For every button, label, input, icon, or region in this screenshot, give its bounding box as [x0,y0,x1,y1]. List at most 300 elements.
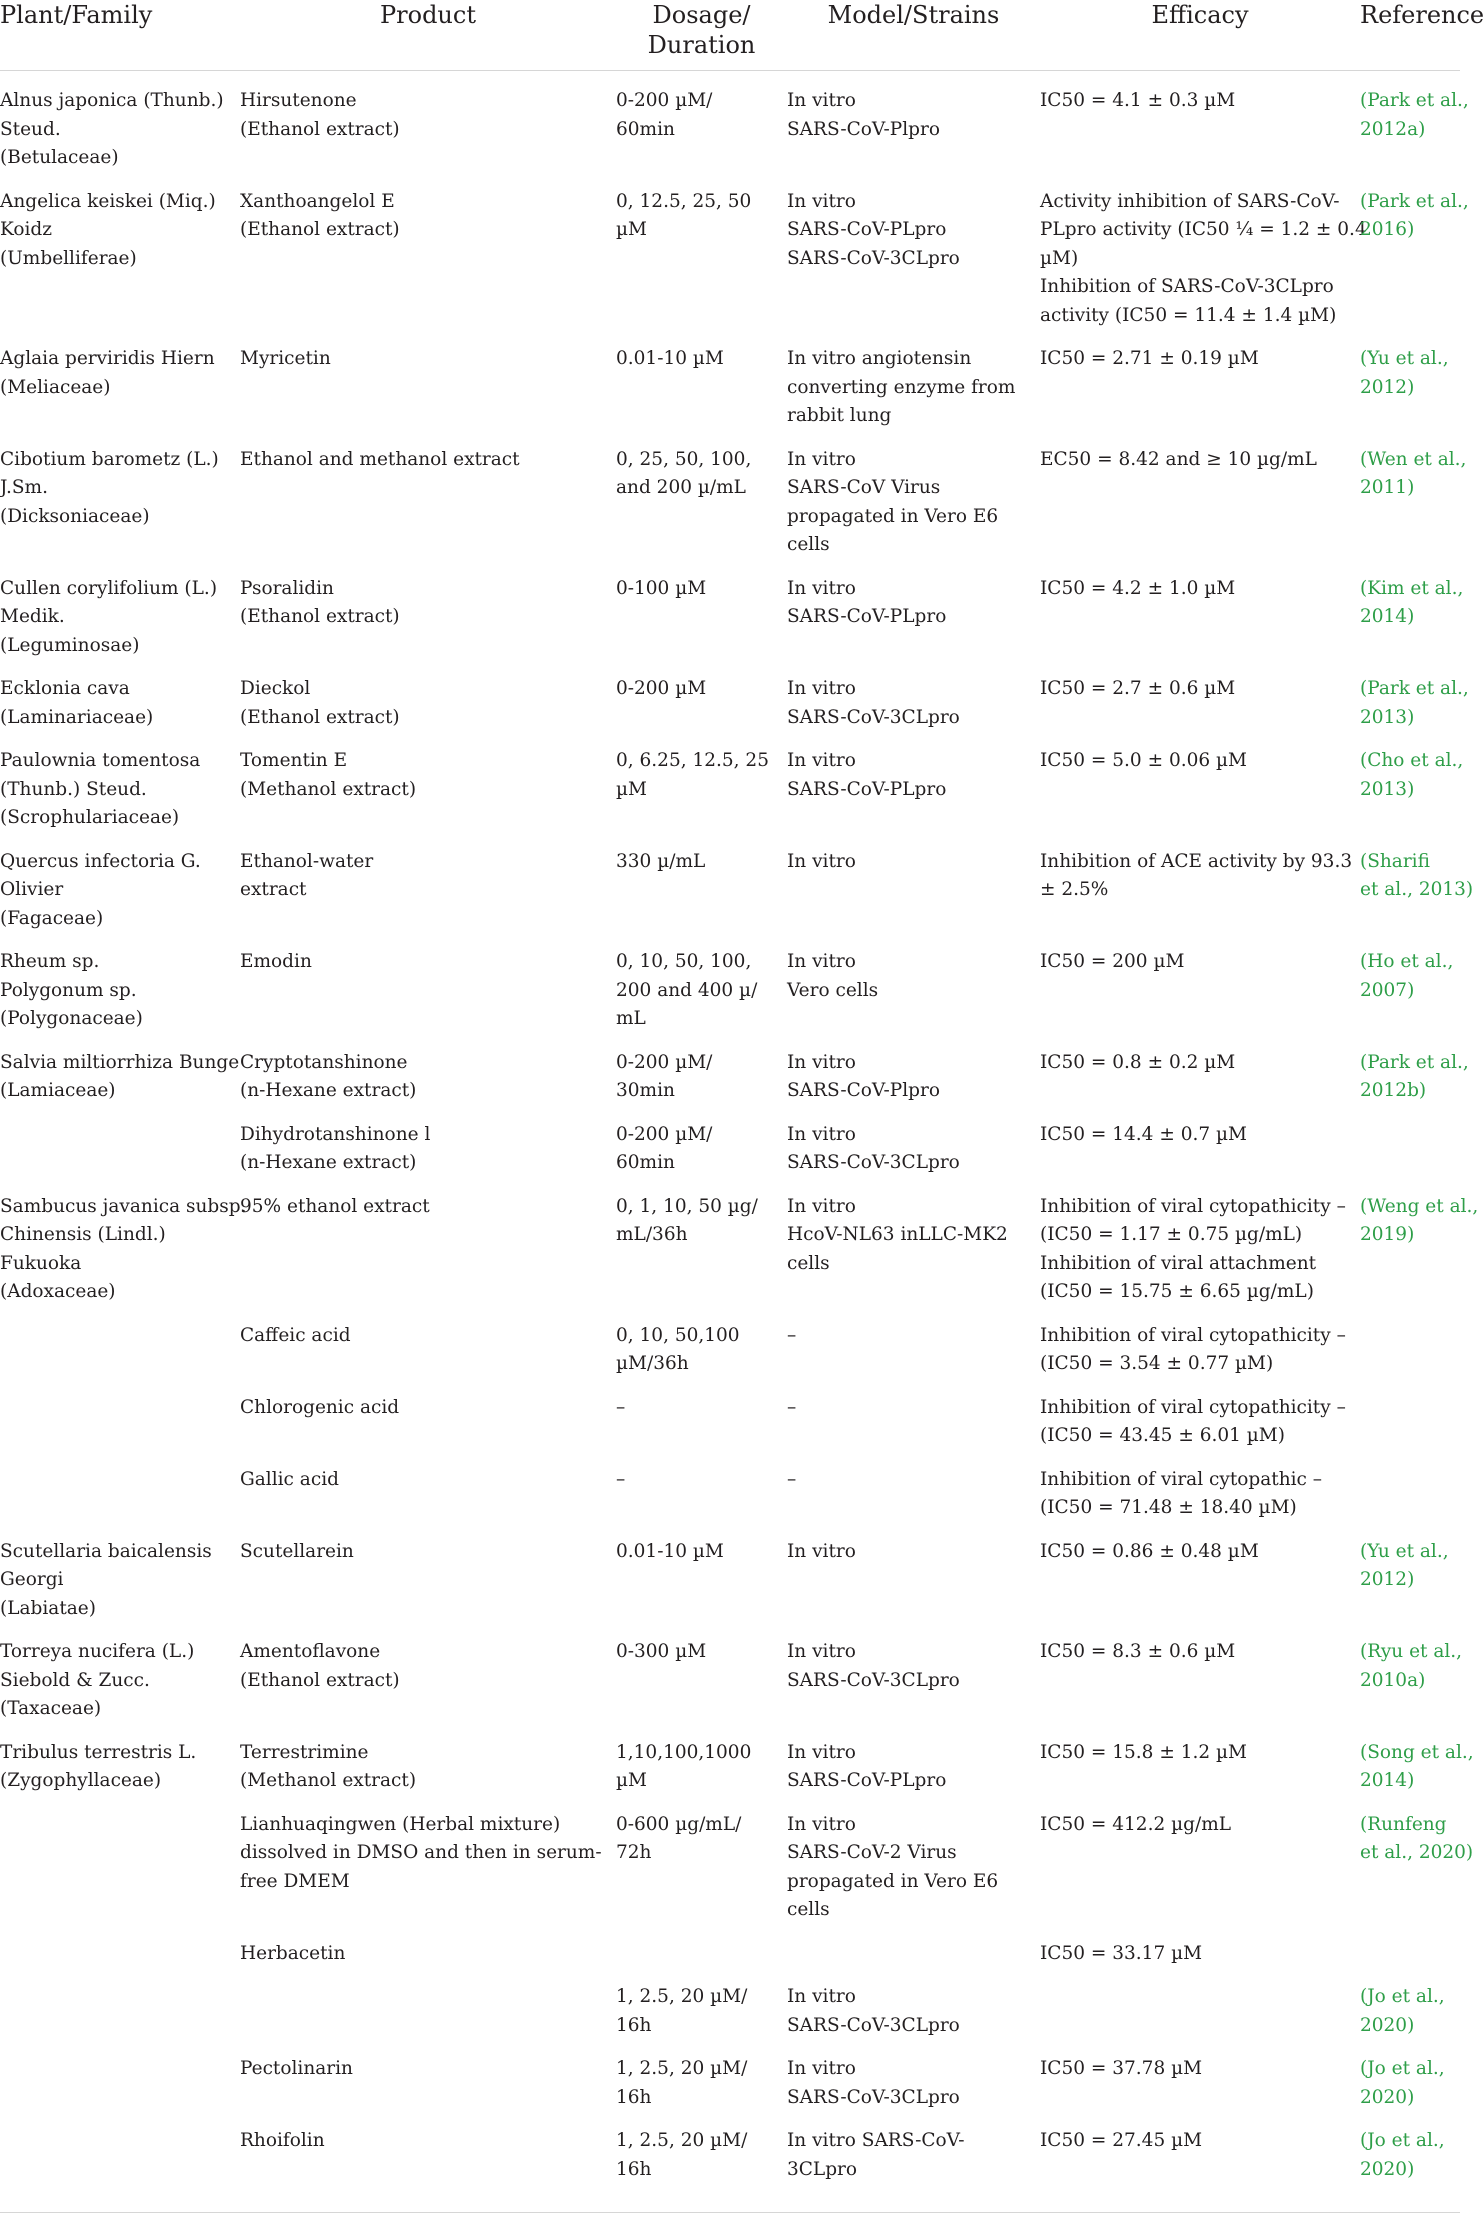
cell-text-line: IC50 = 200 µM [1040,951,1185,972]
table-row [0,841,1460,942]
product-cell [240,1315,616,1387]
plant-family-cell [0,1976,240,2048]
reference-link[interactable]: et al., 2020) [1360,1842,1474,1863]
product-cell [240,1114,616,1186]
table-row [0,439,1460,568]
product-cell [240,841,616,942]
efficacy-cell [1040,568,1360,669]
cell-text-line: dissolved in DMSO and then in serum- [240,1842,602,1863]
cell-text-line: Aglaia perviridis Hiern [0,348,215,369]
reference-cell [1360,941,1460,1042]
cell-text-line: Tribulus terrestris L. [0,1741,197,1763]
model-strains-cell [787,941,1040,1042]
cell-text-line: (Polygonaceae) [0,1008,143,1029]
cell-text-line: Emodin [240,951,312,972]
product-cell [240,2120,616,2192]
model-strains-cell [787,568,1040,669]
cell-text-line: 0, 6.25, 12.5, 25 [616,750,769,771]
reference-cell [1360,439,1467,568]
cell-text-line: activity (IC50 = 11.4 ± 1.4 µM) [1040,304,1337,326]
reference-link[interactable]: 2014) [1360,606,1415,627]
cell-text-line: Quercus infectoria G. [0,850,201,872]
product-cell [240,439,616,568]
cell-text-line: HcoV-NL63 inLLC-MK2 [787,1224,1008,1245]
table-bottom-rule [0,2192,1460,2213]
reference-link[interactable]: (Jo et al., [1360,2130,1445,2151]
cell-text-line: (Taxaceae) [0,1698,102,1719]
cell-text-line: (Ethanol extract) [240,1669,400,1691]
plant-family-cell [0,668,240,740]
cell-text-line: Inhibition of viral attachment [1040,1252,1317,1274]
table-row [0,1042,1460,1114]
cell-text-line: Chinensis (Lindl.) [0,1224,166,1245]
cell-text-line: 0, 10, 50, 100, [616,951,752,972]
model-strains-cell [787,668,1040,740]
efficacy-cell [1040,941,1360,1042]
table-row [0,1114,1460,1186]
reference-cell [1360,1186,1479,1315]
reference-cell [1360,1631,1463,1732]
dosage-cell [616,1387,787,1459]
product-cell [240,181,616,339]
cell-text-line: Activity inhibition of SARS-CoV- [1040,190,1340,212]
table-row [0,1732,1460,1804]
reference-link[interactable]: (Park et al., [1360,1051,1469,1073]
table-body [0,71,1479,2213]
cell-text-line: and 200 µ/mL [616,477,746,498]
cell-text-line: SARS-CoV-2 Virus [787,1842,957,1863]
table-row [0,1459,1460,1531]
plant-family-cell [0,181,240,339]
model-strains-cell [787,740,1040,841]
cell-text-line: Lianhuaqingwen (Herbal mixture) [240,1813,561,1835]
reference-cell [1360,1531,1460,1632]
cell-text-line: 0, 10, 50,100 [616,1324,740,1346]
cell-text-line: 0, 1, 10, 50 µg/ [616,1195,758,1217]
cell-text-line: Ecklonia cava [0,678,130,699]
cell-text-line: Myricetin [240,348,331,369]
dosage-cell [616,2048,787,2120]
dosage-cell [616,2120,787,2192]
cell-text-line: 0-600 µg/mL/ [616,1813,742,1835]
reference-cell [1360,1042,1469,1114]
cell-text-line: (Adoxaceae) [0,1281,116,1302]
header-dosage-line-1: Dosage/ [652,1,751,29]
reference-link[interactable]: 2020) [1360,2014,1415,2036]
reference-link[interactable]: 2007) [1360,979,1415,1001]
reference-link[interactable]: (Park et al., [1360,90,1469,111]
dosage-cell [616,439,787,568]
table-row [0,2048,1460,2120]
cell-text-line: Paulownia tomentosa [0,750,201,771]
plant-family-cell [0,1732,240,1804]
cell-text-line: Torreya nucifera (L.) [0,1641,195,1662]
cell-text-line: SARS-CoV-Plpro [787,118,940,140]
reference-link[interactable]: 2019) [1360,1224,1415,1245]
cell-text-line: 0-300 µM [616,1641,707,1662]
table-bottom-rule-cell [0,2192,1460,2213]
cell-text-line: Steud. [0,118,61,140]
cell-text-line: In vitro [787,1986,856,2007]
cell-text-line: Scutellarein [240,1540,354,1562]
table-header [0,0,1484,71]
cell-text-line: 0-200 µM/ [616,90,713,111]
header-model-strains: Model/Strains [787,0,1040,71]
cell-text-line: EC50 = 8.42 and ≥ 10 µg/mL [1040,448,1317,470]
cell-text-line: Georgi [0,1569,64,1590]
cell-text-line: IC50 = 33.17 µM [1040,1942,1203,1964]
cell-text-line: 0-200 µM/ [616,1123,713,1145]
cell-text-line: IC50 = 14.4 ± 0.7 µM [1040,1123,1247,1145]
header-product: Product [240,0,616,71]
cell-text-line: In vitro [787,1123,856,1145]
cell-text-line: In vitro [787,951,856,972]
cell-text-line: Koidz [0,219,52,240]
cell-text-line: Sambucus javanica subsp. [0,1195,247,1217]
cell-text-line: Psoralidin [240,577,334,599]
efficacy-cell [1040,668,1360,740]
reference-link[interactable]: (Park et al., [1360,678,1469,699]
reference-cell [1360,1114,1460,1186]
cell-text-line: Dihydrotanshinone l [240,1123,431,1145]
plant-family-cell [0,1631,240,1732]
model-strains-cell [787,841,1040,942]
reference-link[interactable]: 2012b) [1360,1080,1427,1101]
efficacy-cell [1040,1387,1360,1459]
cell-text-line: Alnus japonica (Thunb.) [0,90,224,111]
cell-text-line: 0-200 µM [616,678,707,699]
cell-text-line: 0.01-10 µM [616,1540,724,1562]
efficacy-cell [1040,1315,1360,1387]
model-strains-cell [787,1976,1040,2048]
product-cell [240,1976,616,2048]
cell-text-line: – [787,1396,797,1418]
cell-text-line: – [787,1468,797,1490]
cell-text-line: Scutellaria baicalensis [0,1540,212,1562]
model-strains-cell [787,181,1040,339]
cell-text-line: Herbacetin [240,1942,346,1964]
cell-text-line: Rheum sp. [0,951,100,972]
cell-text-line: Inhibition of SARS-CoV-3CLpro [1040,276,1334,297]
cell-text-line: (IC50 = 1.17 ± 0.75 µg/mL) [1040,1224,1303,1245]
plant-family-cell [0,1114,240,1186]
cell-text-line: SARS-CoV-3CLpro [787,706,960,728]
table-row [0,1933,1460,1977]
cell-text-line: IC50 = 412.2 µg/mL [1040,1813,1232,1835]
plant-family-cell [0,2048,240,2120]
cell-text-line: SARS-CoV-Plpro [787,1080,940,1101]
model-strains-cell [787,1933,1040,1977]
reference-link[interactable]: et al., 2013) [1360,879,1474,900]
cell-text-line: IC50 = 4.1 ± 0.3 µM [1040,90,1236,111]
plant-family-cell [0,71,240,181]
reference-cell [1360,71,1469,181]
cell-text-line: IC50 = 27.45 µM [1040,2130,1203,2151]
table-row [0,181,1460,339]
cell-text-line: (Ethanol extract) [240,706,400,728]
product-cell [240,338,616,439]
reference-link[interactable]: (Yu et al., [1360,1540,1449,1562]
reference-link[interactable]: 2013) [1360,706,1415,728]
dosage-cell [616,568,787,669]
cell-text-line: Ethanol-water [240,850,374,872]
reference-link[interactable]: (Weng et al., [1360,1195,1479,1217]
cell-text-line: 16h [616,2086,652,2108]
reference-link[interactable]: (Sharifi [1360,850,1430,872]
reference-link[interactable]: (Runfeng [1360,1813,1447,1835]
model-strains-cell [787,1804,1040,1933]
cell-text-line: µM [616,778,647,800]
cell-text-line: µM/36h [616,1353,689,1374]
product-cell [240,1459,616,1531]
cell-text-line: In vitro [787,850,856,872]
cell-text-line: SARS-CoV-3CLpro [787,1152,960,1173]
reference-link[interactable]: (Ryu et al., [1360,1641,1463,1662]
model-strains-cell [787,71,1040,181]
cell-text-line: IC50 = 2.71 ± 0.19 µM [1040,348,1259,369]
reference-link[interactable]: 2012) [1360,1569,1415,1590]
cell-text-line: (Betulaceae) [0,147,119,168]
cell-text-line: (Methanol extract) [240,1770,417,1791]
cell-text-line: SARS-CoV-PLpro [787,1770,947,1791]
efficacy-cell [1040,1114,1360,1186]
dosage-cell [616,1459,787,1531]
reference-link[interactable]: (Kim et al., [1360,577,1464,599]
cell-text-line: Caffeic acid [240,1324,351,1346]
plant-family-cell [0,1387,240,1459]
dosage-cell [616,1042,787,1114]
cell-text-line: 0, 12.5, 25, 50 [616,190,752,212]
model-strains-cell [787,1631,1040,1732]
reference-cell [1360,1315,1460,1387]
cell-text-line: mL [616,1008,646,1029]
cell-text-line: cells [787,1899,830,1920]
cell-text-line: (IC50 = 71.48 ± 18.40 µM) [1040,1497,1297,1518]
plant-family-cell [0,1315,240,1387]
cell-text-line: µM [616,219,647,240]
reference-link[interactable]: 2016) [1360,219,1415,240]
reference-link[interactable]: 2012) [1360,376,1415,398]
cell-text-line: – [787,1324,797,1346]
plant-family-cell [0,338,240,439]
reference-cell [1360,2048,1460,2120]
cell-text-line: 0-200 µM/ [616,1051,713,1073]
reference-cell [1360,2120,1460,2192]
product-cell [240,1732,616,1804]
cell-text-line: mL/36h [616,1224,688,1245]
efficacy-cell [1040,181,1367,339]
cell-text-line: (Scrophulariaceae) [0,807,180,828]
reference-cell [1360,338,1460,439]
cell-text-line: (Lamiaceae) [0,1080,116,1101]
reference-cell [1360,841,1474,942]
cell-text-line: In vitro [787,1540,856,1562]
dosage-cell [616,1186,787,1315]
cell-text-line: In vitro [787,577,856,599]
reference-link[interactable]: (Jo et al., [1360,1986,1445,2007]
reference-link[interactable]: (Cho et al., [1360,750,1464,771]
table-row [0,1387,1460,1459]
product-cell [240,2048,616,2120]
dosage-cell [616,1531,787,1632]
cell-text-line: 200 and 400 µ/ [616,979,758,1001]
cell-text-line: propagated in Vero E6 [787,1870,999,1892]
dosage-cell [616,1804,787,1933]
table-row [0,338,1460,439]
model-strains-cell [787,439,1040,568]
cell-text-line: Olivier [0,879,64,900]
reference-link[interactable]: (Ho et al., [1360,951,1454,972]
model-strains-cell [787,1531,1040,1632]
dosage-cell [616,841,787,942]
efficacy-cell [1040,1976,1360,2048]
reference-link[interactable]: (Jo et al., [1360,2058,1445,2079]
efficacy-cell [1040,841,1360,942]
dosage-cell [616,1732,787,1804]
reference-link[interactable]: 2014) [1360,1770,1415,1791]
model-strains-cell [787,1186,1040,1315]
cell-text-line: (Ethanol extract) [240,219,400,240]
product-cell [240,1631,616,1732]
cell-text-line: Pectolinarin [240,2058,353,2079]
reference-cell [1360,1976,1460,2048]
reference-link[interactable]: 2011) [1360,477,1415,498]
cell-text-line: 1, 2.5, 20 µM/ [616,2130,748,2151]
reference-link[interactable]: (Park et al., [1360,190,1469,212]
model-strains-cell [787,2048,1040,2120]
product-cell [240,1804,616,1933]
cell-text-line: 16h [616,2014,652,2036]
cell-text-line: (n-Hexane extract) [240,1152,417,1173]
reference-link[interactable]: 2012a) [1360,118,1426,140]
dosage-cell [616,71,787,181]
cell-text-line: In vitro SARS-CoV- [787,2130,965,2151]
product-cell [240,941,616,1042]
cell-text-line: (Ethanol extract) [240,118,400,140]
product-cell [240,71,616,181]
header-dosage-line-2: Duration [647,31,756,59]
cell-text-line: In vitro [787,448,856,470]
header-plant-family: Plant/Family [0,0,240,71]
cell-text-line: 1,10,100,1000 [616,1741,752,1763]
cell-text-line: In vitro angiotensin [787,348,972,369]
cell-text-line: Inhibition of viral cytopathicity – [1040,1396,1346,1418]
cell-text-line: In vitro [787,1813,856,1835]
table-row [0,1804,1460,1933]
cell-text-line: Fukuoka [0,1252,82,1274]
reference-link[interactable]: (Yu et al., [1360,348,1449,369]
cell-text-line: Terrestrimine [240,1741,369,1763]
cell-text-line: – [616,1468,626,1490]
efficacy-cell [1040,2048,1360,2120]
efficacy-cell [1040,1186,1360,1315]
plant-family-cell [0,841,240,942]
cell-text-line: free DMEM [240,1870,350,1892]
dosage-cell [616,338,787,439]
product-cell [240,1042,616,1114]
reference-cell [1360,1387,1460,1459]
cell-text-line: Chlorogenic acid [240,1396,400,1418]
cell-text-line: In vitro [787,90,856,111]
model-strains-cell [787,338,1040,439]
model-strains-cell [787,2120,1040,2192]
cell-text-line: SARS-CoV-3CLpro [787,247,960,269]
header-reference: Reference [1360,0,1460,71]
cell-text-line: (Ethanol extract) [240,606,400,627]
cell-text-line: IC50 = 0.8 ± 0.2 µM [1040,1051,1236,1073]
reference-cell [1360,1459,1460,1531]
cell-text-line: Cullen corylifolium (L.) [0,577,218,599]
cell-text-line: µM [616,1770,647,1791]
reference-link[interactable]: 2013) [1360,778,1415,800]
reference-cell [1360,181,1469,339]
cell-text-line: In vitro [787,1641,856,1662]
cell-text-line: Tomentin E [240,750,348,771]
cell-text-line: Siebold & Zucc. [0,1669,150,1691]
reference-link[interactable]: 2020) [1360,2086,1415,2108]
model-strains-cell [787,1459,1040,1531]
plant-family-cell [0,1042,240,1114]
plant-family-cell [0,568,240,669]
cell-text-line: 0-100 µM [616,577,707,599]
cell-text-line: Dieckol [240,678,311,699]
cell-text-line: IC50 = 5.0 ± 0.06 µM [1040,750,1247,771]
cell-text-line: IC50 = 37.78 µM [1040,2058,1203,2079]
plant-family-cell [0,1531,240,1632]
cell-text-line: 60min [616,1152,675,1173]
dosage-cell [616,1933,787,1977]
cell-text-line: In vitro [787,1195,856,1217]
cell-text-line: SARS-CoV-PLpro [787,219,947,240]
cell-text-line: SARS-CoV-3CLpro [787,2014,960,2036]
product-cell [240,1531,616,1632]
model-strains-cell [787,1387,1040,1459]
cell-text-line: (Thunb.) Steud. [0,778,147,800]
plant-family-cell [0,1933,240,1977]
cell-text-line: rabbit lung [787,405,892,426]
cell-text-line: (Umbelliferae) [0,247,137,269]
plant-family-cell [0,941,240,1042]
reference-link[interactable]: (Wen et al., [1360,448,1467,470]
dosage-cell [616,1631,787,1732]
reference-cell [1360,1804,1474,1933]
efficacy-cell [1040,1732,1360,1804]
cell-text-line: Medik. [0,606,65,627]
product-cell [240,1933,616,1977]
reference-cell [1360,1732,1474,1804]
reference-link[interactable]: 2020) [1360,2158,1415,2180]
cell-text-line: converting enzyme from [787,376,1016,398]
cell-text-line: IC50 = 4.2 ± 1.0 µM [1040,577,1236,599]
reference-link[interactable]: (Song et al., [1360,1741,1474,1763]
cell-text-line: (Leguminosae) [0,634,140,656]
cell-text-line: 1, 2.5, 20 µM/ [616,1986,748,2007]
efficacy-cell [1040,1631,1360,1732]
cell-text-line: Inhibition of viral cytopathicity – [1040,1195,1346,1217]
reference-cell [1360,740,1464,841]
reference-cell [1360,568,1464,669]
cell-text-line: In vitro [787,2058,856,2079]
cell-text-line: propagated in Vero E6 [787,505,999,527]
plant-family-cell [0,1459,240,1531]
dosage-cell [616,740,787,841]
plant-family-cell [0,1804,240,1933]
cell-text-line: (IC50 = 43.45 ± 6.01 µM) [1040,1425,1285,1446]
table-row [0,1186,1460,1315]
cell-text-line: 0.01-10 µM [616,348,724,369]
plant-family-cell [0,1186,247,1315]
reference-link[interactable]: 2010a) [1360,1669,1426,1691]
